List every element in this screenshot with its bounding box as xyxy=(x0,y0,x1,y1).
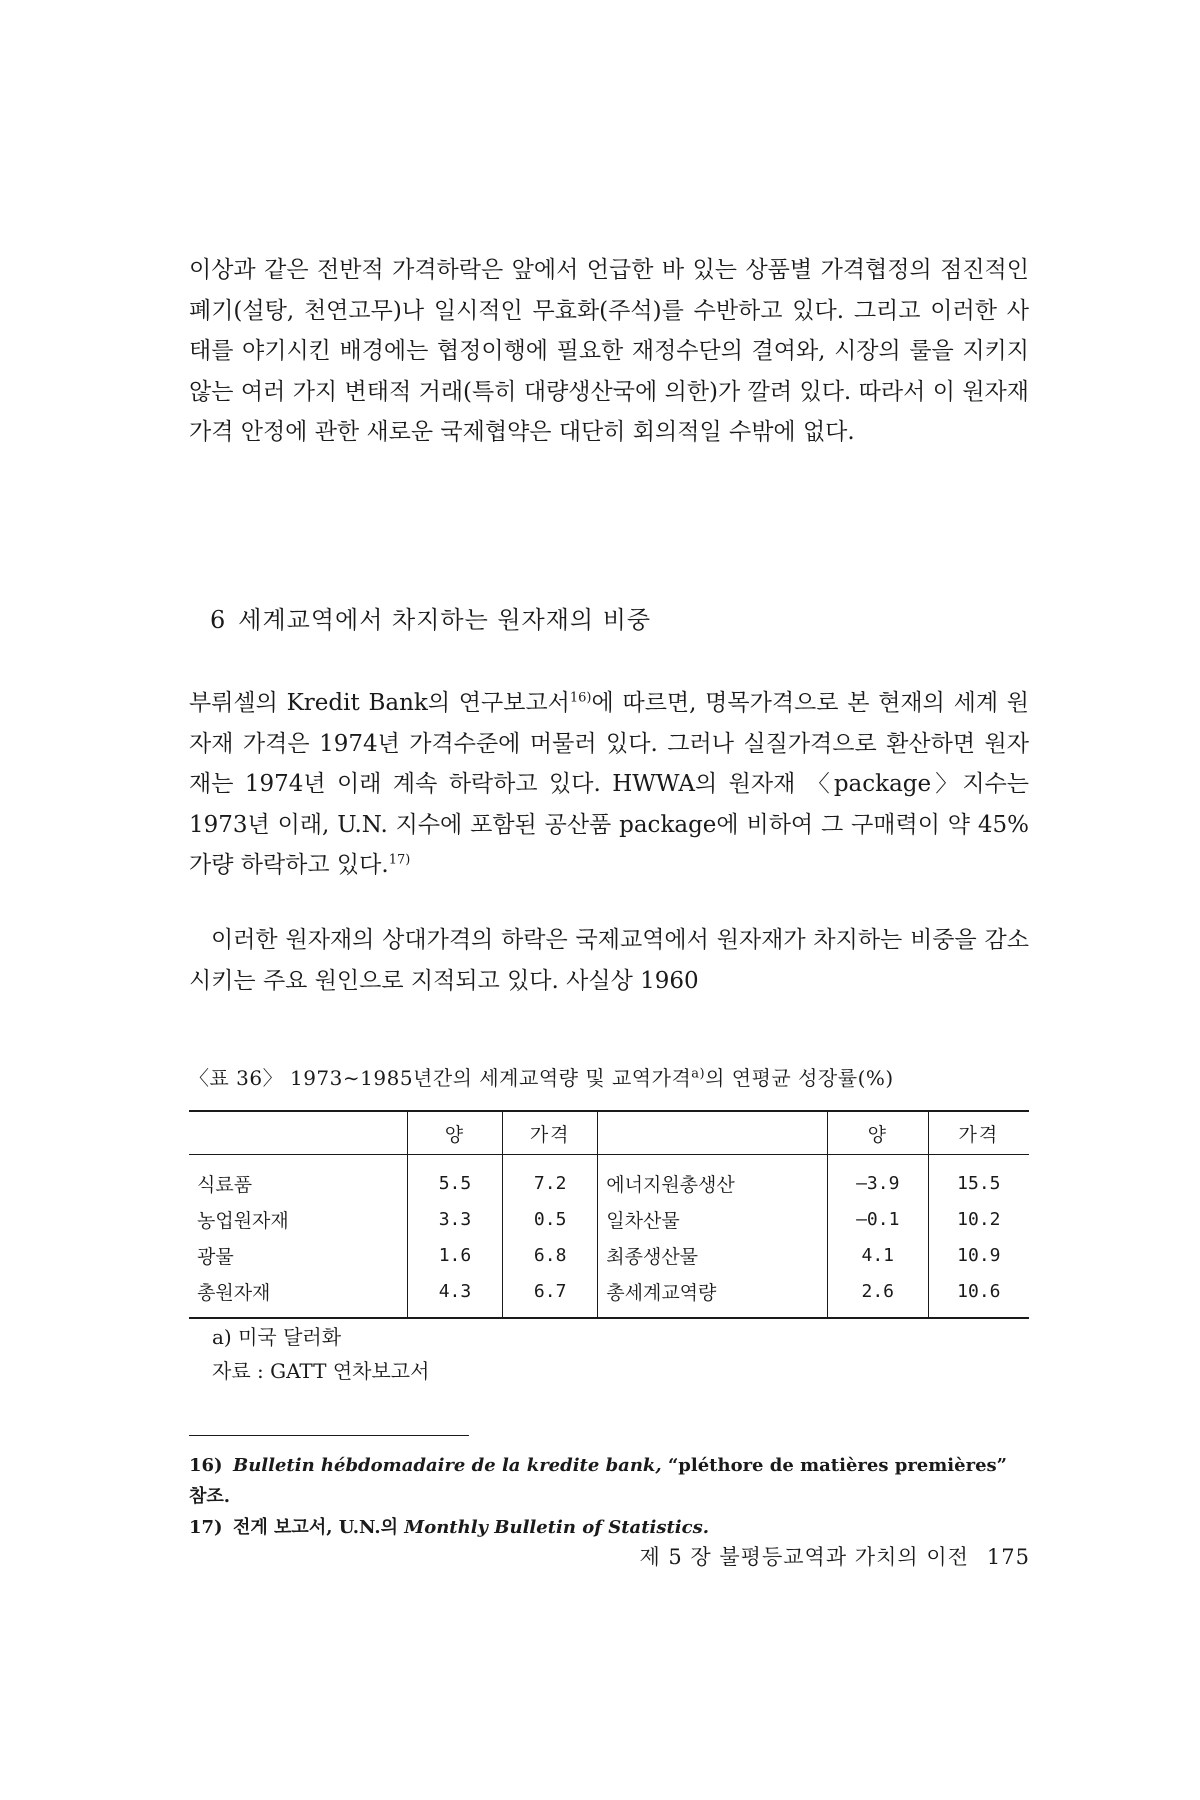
row-label-left: 농업원자재 xyxy=(197,1209,289,1232)
cell-price-right: 10.6 xyxy=(928,1273,1029,1318)
footnote-16 xyxy=(189,1450,1034,1481)
footnote-text xyxy=(233,1450,1007,1481)
table-caption-tail: 의 연평균 성장률(%) xyxy=(705,1066,894,1090)
table-notes xyxy=(212,1320,429,1388)
cell-volume-right: 4.1 xyxy=(827,1237,928,1273)
cell-volume-left: 5.5 xyxy=(407,1155,502,1202)
footnote-italic: Bulletin hébdomadaire de la kredite bank, xyxy=(233,1455,662,1476)
p2-text-middle: 에 따르면, 명목가격으로 본 현재의 세계 원자재 가격은 1974년 가격수준에 머물러 있다. 그러나 실질가격으로 환산하면 원자재는 1974년 이래 계속 하락하고 있다. HWWA의 원자재 〈package〉지수는 1973년 이래, U.N. 지수에 포함된 공산품 package에 비하여 그 구매력이 약 45% 가량 하락하고 있다. xyxy=(189,690,1029,879)
cell-price-right: 10.2 xyxy=(928,1201,1029,1237)
footnote-17 xyxy=(189,1512,1034,1543)
chapter-title: 제 5 장 불평등교역과 가치의 이전 xyxy=(639,1545,969,1569)
table-note: a) 미국 달러화 xyxy=(212,1325,342,1349)
header-volume-left: 양 xyxy=(407,1111,502,1155)
page-number: 175 xyxy=(986,1545,1030,1569)
row-label-left: 총원자재 xyxy=(197,1281,271,1304)
paragraph-price-decline: 이상과 같은 전반적 가격하락은 앞에서 언급한 바 있는 상품별 가격협정의 점진적인 폐기(설탕, 천연고무)나 일시적인 무효화(주석)를 수반하고 있다. 그리고 이러한 사태를 야기시킨 배경에는 협정이행에 필요한 재정수단의 결여와, 시장의 룰을 지키지 않는 여러 가지 변태적 거래(특히 대량생산국에 의한)가 깔려 있다. 따라서 이 원자재가격 안정에 관한 새로운 국제협약은 대단히 회의적일 수밖에 없다. xyxy=(189,257,1029,446)
table-row xyxy=(189,1273,1029,1318)
table-header-row xyxy=(189,1111,1029,1155)
section-number: 6 xyxy=(210,606,227,634)
cell-price-left: 0.5 xyxy=(503,1201,598,1237)
table-row xyxy=(189,1237,1029,1273)
table-caption-ref: a) xyxy=(691,1066,706,1082)
footnotes xyxy=(189,1450,1034,1543)
growth-table xyxy=(189,1110,1029,1319)
table-caption xyxy=(189,1062,1029,1091)
footnote-ref-17: 17) xyxy=(388,852,411,868)
paragraph-kredit-bank xyxy=(189,683,1029,886)
footnote-16-continuation: 참조. xyxy=(189,1486,231,1507)
footnote-text xyxy=(233,1512,709,1543)
footnote-rest: “pléthore de matières premières” xyxy=(661,1455,1008,1476)
row-label-left: 식료품 xyxy=(197,1173,253,1196)
header-price-right: 가격 xyxy=(928,1111,1029,1155)
cell-volume-right: 2.6 xyxy=(827,1273,928,1318)
row-label-left: 광물 xyxy=(197,1245,234,1268)
table-source: 자료 : GATT 연차보고서 xyxy=(212,1359,430,1383)
cell-price-right: 10.9 xyxy=(928,1237,1029,1273)
running-footer xyxy=(560,1541,1030,1571)
cell-volume-left: 3.3 xyxy=(407,1201,502,1237)
cell-volume-left: 1.6 xyxy=(407,1237,502,1273)
footnote-number: 17) xyxy=(189,1517,223,1538)
cell-volume-right: —0.1 xyxy=(827,1201,928,1237)
row-label-right: 에너지원총생산 xyxy=(598,1155,828,1202)
cell-price-left: 6.8 xyxy=(503,1237,598,1273)
footnote-lead: 전게 보고서, U.N.의 xyxy=(233,1517,405,1538)
footnote-divider xyxy=(189,1435,469,1436)
header-price-left: 가격 xyxy=(503,1111,598,1155)
footnote-ref-16: 16) xyxy=(569,690,592,706)
section-heading xyxy=(210,600,651,635)
table-row xyxy=(189,1201,1029,1237)
header-blank-left xyxy=(189,1111,407,1155)
paragraph-relative-price: 이러한 원자재의 상대가격의 하락은 국제교역에서 원자재가 차지하는 비중을 감소시키는 주요 원인으로 지적되고 있다. 사실상 1960 xyxy=(189,927,1029,994)
growth-table-container xyxy=(189,1110,1029,1319)
cell-price-right: 15.5 xyxy=(928,1155,1029,1202)
footnote-italic: Monthly Bulletin of Statistics. xyxy=(404,1517,709,1538)
header-blank-right xyxy=(598,1111,828,1155)
cell-price-left: 6.7 xyxy=(503,1273,598,1318)
header-volume-right: 양 xyxy=(827,1111,928,1155)
cell-volume-right: —3.9 xyxy=(827,1155,928,1202)
row-label-right: 최종생산물 xyxy=(598,1237,828,1273)
footnote-number: 16) xyxy=(189,1455,223,1476)
table-caption-text: 〈표 36〉 1973∼1985년간의 세계교역량 및 교역가격 xyxy=(189,1066,692,1090)
p2-text-start: 부뤼셀의 Kredit Bank의 연구보고서 xyxy=(189,690,570,716)
row-label-right: 일차산물 xyxy=(598,1201,828,1237)
table-row xyxy=(189,1155,1029,1202)
row-label-right: 총세계교역량 xyxy=(598,1273,828,1318)
cell-volume-left: 4.3 xyxy=(407,1273,502,1318)
section-title: 세계교역에서 차지하는 원자재의 비중 xyxy=(238,606,652,634)
cell-price-left: 7.2 xyxy=(503,1155,598,1202)
